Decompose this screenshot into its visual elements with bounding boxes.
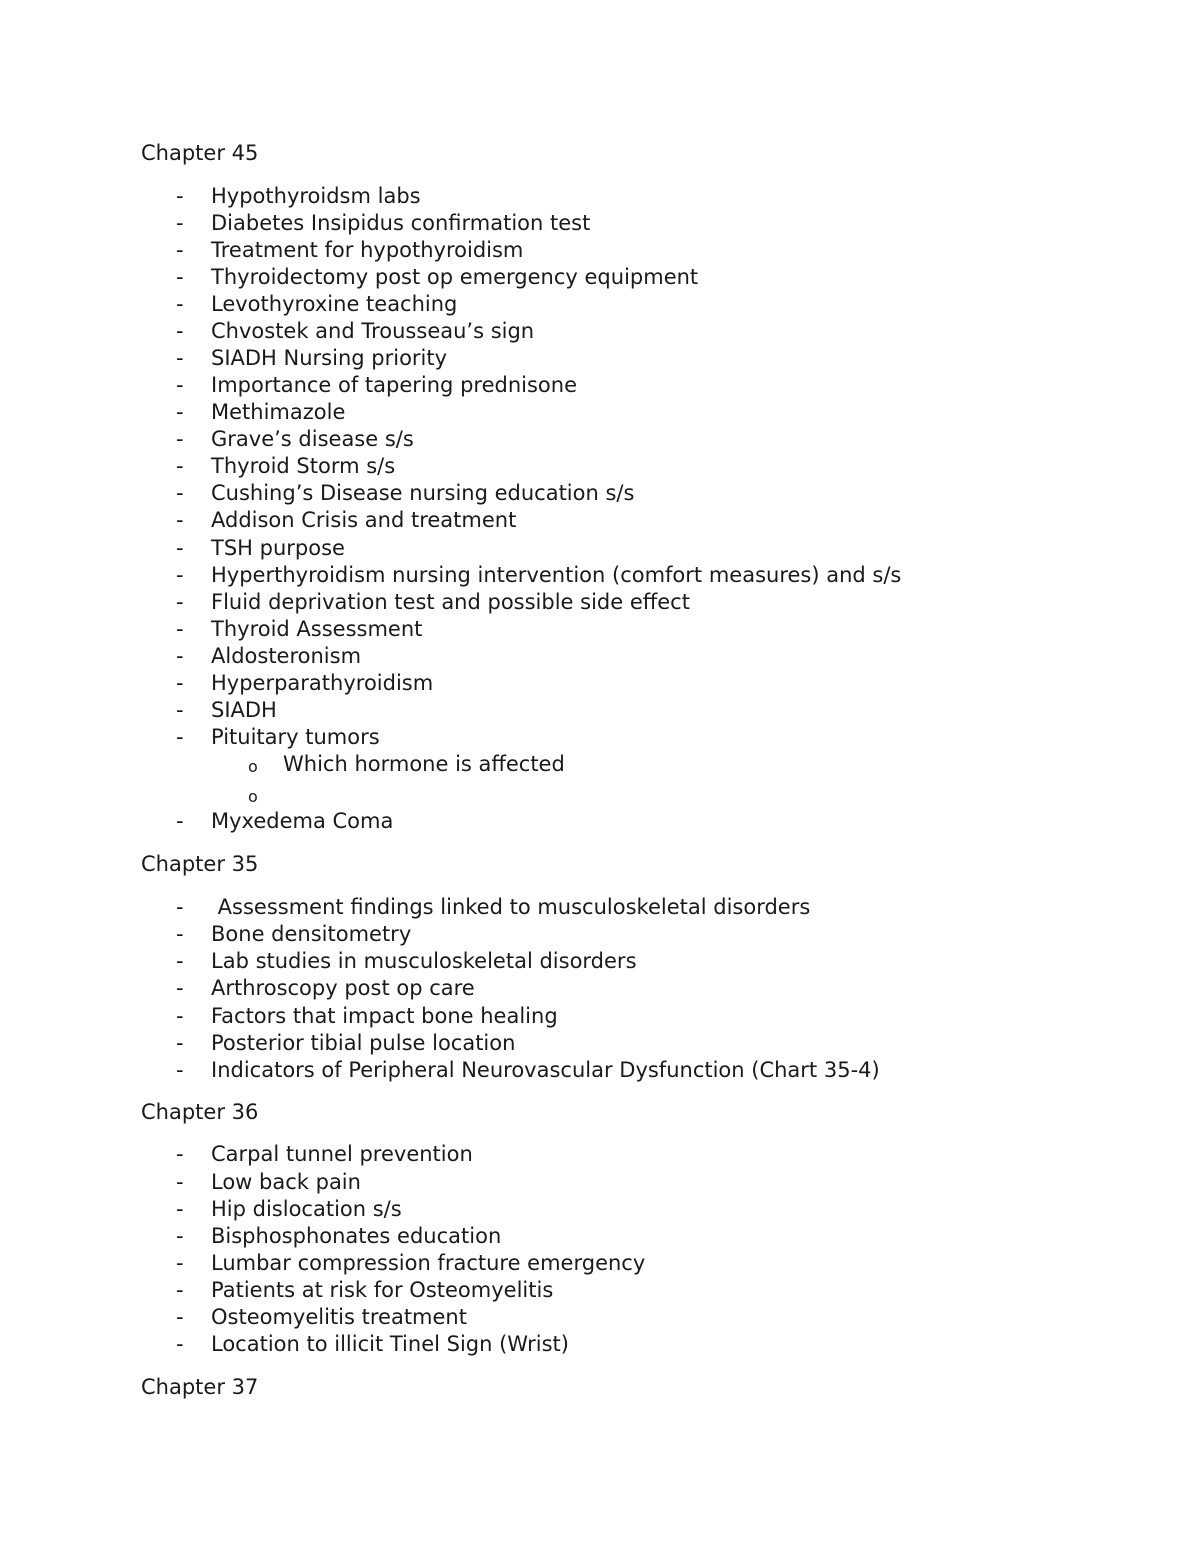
chapter-heading: Chapter 36 (141, 1100, 259, 1124)
chapter-heading: Chapter 37 (141, 1375, 259, 1399)
document-page: Chapter 45 - Hypothyroidsm labs - Diabetes Insipidus confirmation test - Treatment for hypothyroidism - Thyroidectomy post op emergency equipment - Levothyroxine teaching - Chvostek and Trousseau’s sign - SIADH Nursing priority - Importance of tapering prednisone - Methimazole - Grave’s disease s/s - Thyroid Storm s/s - Cushing’s Disease nursing education s/s - Addison Crisis and treatment - TSH purpose - Hyperthyroidism nursing intervention (comfort measures) and s/s - Fluid deprivation test and possible side effect - Thyroid Assessment - Aldosteronism - Hyperparathyroidism - SIADH - Pituitary tumors o Which hormone is affected o - Myxedema Coma Chapter 35 - Assessment findings linked to musculoskeletal disorders - Bone densitometry - Lab studies in musculoskeletal disorders - Arthroscopy post op care - Factors that impact bone healing - Posterior tibial pulse location - Indicators of Peripheral Neurovascular Dysfunction (Chart 35-4) Chapter 36 - Carpal tunnel prevention - Low back pain - Hip dislocation s/s - Bisphosphonates education - Lumbar compression fracture emergency - Patients at risk for Osteomyelitis - Osteomyelitis treatment - Location to illicit Tinel Sign (Wrist) Chapter 37 (141, 141, 902, 1399)
chapter-heading: Chapter 35 (141, 852, 259, 876)
chapter-heading: Chapter 45 (141, 141, 259, 165)
